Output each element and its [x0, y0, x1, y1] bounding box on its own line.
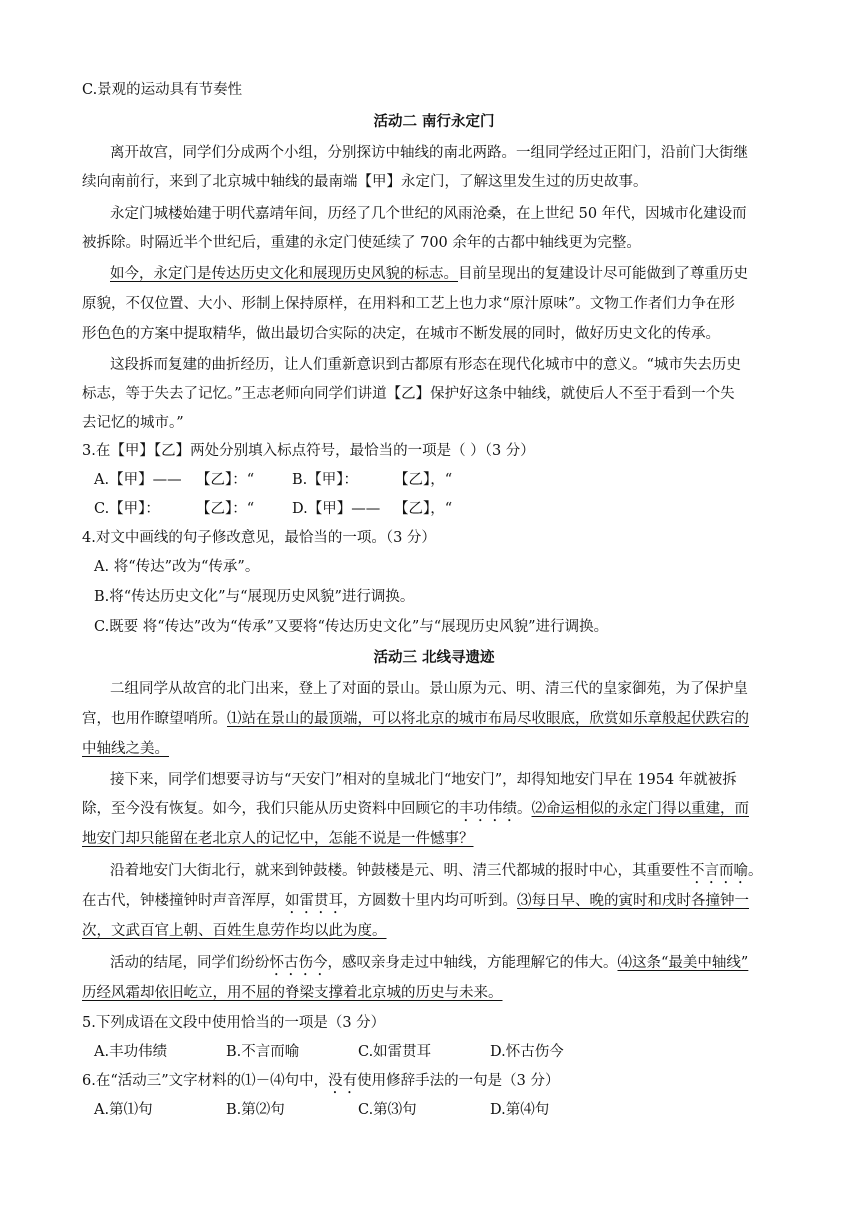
act3-para2-line1: 接下来，同学们想要寻访与“天安门”相对的皇城北门“地安门”，却得知地安门早在 1954 年就被拆: [110, 772, 737, 788]
q6-emphasis: 没有: [328, 1073, 358, 1089]
act3-para4-line1: [110, 953, 748, 979]
q4-option-c: C.既要 将“传达”改为“传承”又要将“传达历史文化”与“展现历史风貌”进行调换。: [94, 619, 609, 635]
act3-para1-plain: 宫，也用作瞭望哨所。: [82, 711, 227, 727]
q6-option-b: B.第⑵句: [226, 1102, 285, 1118]
idiom-emphasis: 怀古伤今: [269, 955, 328, 971]
sentence-2-underlined-end: 地安门却只能留在老北京人的记忆中，怎能不说是一件憾事？: [82, 831, 474, 847]
q4-option-b: B.将“传达历史文化”与“展现历史风貌”进行调换。: [94, 589, 415, 605]
act3-para3-plain3: ，方圆数十里内均可听到。: [343, 893, 517, 909]
act3-para1-line2: [82, 709, 749, 729]
idiom-emphasis: 丰功伟绩: [459, 801, 517, 817]
q3-options-cd: [94, 499, 452, 519]
q3-option-a-2: 【乙】：“: [196, 472, 255, 488]
q5-option-d: D.怀古伤今: [490, 1044, 564, 1060]
q6-stem-b: 使用修辞手法的一句是（3 分）: [357, 1073, 560, 1089]
q3-option-c-1: C.【甲】：: [94, 501, 160, 517]
sentence-2-underlined: ⑵命运相似的永定门得以重建，而: [531, 801, 749, 817]
q6-stem: [82, 1071, 560, 1097]
act3-para3-period: 。: [748, 863, 763, 879]
act3-para4-plain2: ，感叹亲身走过中轴线，方能理解它的伟大。: [327, 955, 618, 971]
act2-para3-line3: 形色色的方案中提取精华，做出最切合实际的决定，在城市不断发展的同时，做好历史文化的传承。: [82, 326, 720, 342]
q5-option-a: A.丰功伟绩: [94, 1044, 168, 1060]
q3-option-d-2: 【乙】，“: [394, 501, 453, 517]
idiom-emphasis: 不言而喻: [690, 863, 748, 879]
activity3-title: 活动三 北线寻遗迹: [373, 650, 495, 666]
activity2-title: 活动二 南行永定门: [373, 114, 495, 130]
q6-option-c: C.第⑶句: [358, 1102, 417, 1118]
act2-para2-line1: 永定门城楼始建于明代嘉靖年间，历经了几个世纪的风雨沧桑，在上世纪 50 年代，因城市化建设而: [110, 206, 747, 222]
q3-option-a-1: A.【甲】——: [94, 472, 182, 488]
act2-para4-line1: 这段拆而复建的曲折经历，让人们重新意识到古都原有形态在现代化城市中的意义。“城市失去历史: [110, 357, 741, 373]
act3-para3-line1: [110, 861, 763, 887]
sentence-4-underlined: ⑷这条“最美中轴线”: [617, 955, 749, 971]
q4-stem: 4.对文中画线的句子修改意见，最恰当的一项。（3 分）: [82, 530, 436, 546]
act3-para4-line2: [82, 983, 503, 1003]
q5-option-b: B.不言而喻: [226, 1044, 300, 1060]
act2-para3-rest: 目前呈现出的复建设计尽可能做到了尊重历史: [458, 266, 748, 282]
q3-option-d-1: D.【甲】——: [292, 501, 381, 517]
act2-para1-line2: 续向南前行，来到了北京城中轴线的最南端【甲】永定门，了解这里发生过的历史故事。: [82, 174, 648, 190]
q3-option-b-1: B.【甲】：: [292, 472, 359, 488]
q6-option-a: A.第⑴句: [94, 1102, 153, 1118]
act2-para4-line3: 去记忆的城市。”: [82, 415, 184, 431]
act3-para2-period: 。: [517, 801, 532, 817]
act2-para1-line1: 离开故宫，同学们分成两个小组，分别探访中轴线的南北两路。一组同学经过正阳门，沿前门大街继: [110, 145, 748, 161]
act3-para3-line2: [82, 891, 749, 917]
sentence-1-underlined-end: 中轴线之美。: [82, 741, 169, 757]
act3-para1-line1: 二组同学从故宫的北门出来，登上了对面的景山。景山原为元、明、清三代的皇家御苑，为了保护皇: [110, 681, 748, 697]
act3-para3-line3: [82, 921, 387, 941]
q2-option-c: C.景观的运动具有节奏性: [82, 82, 243, 98]
q3-stem: 3.在【甲】【乙】两处分别填入标点符号，最恰当的一项是（ ）（3 分）: [82, 443, 535, 459]
q6-stem-a: 6.在“活动三”文字材料的⑴－⑷句中，: [82, 1073, 329, 1089]
act3-para3-plain: 沿着地安门大街北行，就来到钟鼓楼。钟鼓楼是元、明、清三代都城的报时中心，其重要性: [110, 863, 690, 879]
sentence-4-underlined-end: 历经风霜却依旧屹立，用不屈的脊梁支撑着北京城的历史与未来。: [82, 985, 503, 1001]
act2-para4-line2: 标志，等于失去了记忆。”王志老师向同学们讲道【乙】保护好这条中轴线，就使后人不至于看到一个失: [82, 386, 735, 402]
q5-option-c: C.如雷贯耳: [358, 1044, 432, 1060]
sentence-3-underlined: ⑶每日早、晚的寅时和戌时各撞钟一: [517, 893, 749, 909]
act2-para2-line2: 被拆除。时隔近半个世纪后，重建的永定门使延续了 700 余年的古都中轴线更为完整。: [82, 235, 641, 251]
act3-para2-line3: [82, 829, 474, 849]
q3-options-ab: [94, 470, 452, 490]
act3-para2-plain: 除，至今没有恢复。如今，我们只能从历史资料中回顾它的: [82, 801, 459, 817]
act3-para4-plain: 活动的结尾，同学们纷纷: [110, 955, 270, 971]
sentence-1-underlined: ⑴站在景山的最顶端，可以将北京的城市布局尽收眼底，欣赏如乐章般起伏跌宕的: [227, 711, 749, 727]
q4-option-a: A. 将“传达”改为“传承”。: [94, 559, 260, 575]
underlined-sentence: 如今，永定门是传达历史文化和展现历史风貌的标志。: [110, 266, 458, 282]
act3-para2-line2: [82, 799, 749, 825]
sentence-3-underlined-end: 次，文武百官上朝、百姓生息劳作均以此为度。: [82, 923, 387, 939]
q6-options: [94, 1100, 549, 1120]
q5-stem: 5.下列成语在文段中使用恰当的一项是（3 分）: [82, 1015, 386, 1031]
act3-para3-plain2: 在古代，钟楼撞钟时声音浑厚，: [82, 893, 285, 909]
q5-options: [94, 1042, 564, 1062]
q6-option-d: D.第⑷句: [490, 1102, 550, 1118]
idiom-emphasis: 如雷贯耳: [285, 893, 343, 909]
act2-para3-line2: 原貌，不仅位置、大小、形制上保持原样，在用料和工艺上也力求“原汁原味”。文物工作者们力争在形: [82, 296, 735, 312]
act3-para1-line3: [82, 739, 169, 759]
act2-para3-line1: [110, 264, 748, 284]
q3-option-b-2: 【乙】，“: [394, 472, 453, 488]
q3-option-c-2: 【乙】：“: [196, 501, 255, 517]
